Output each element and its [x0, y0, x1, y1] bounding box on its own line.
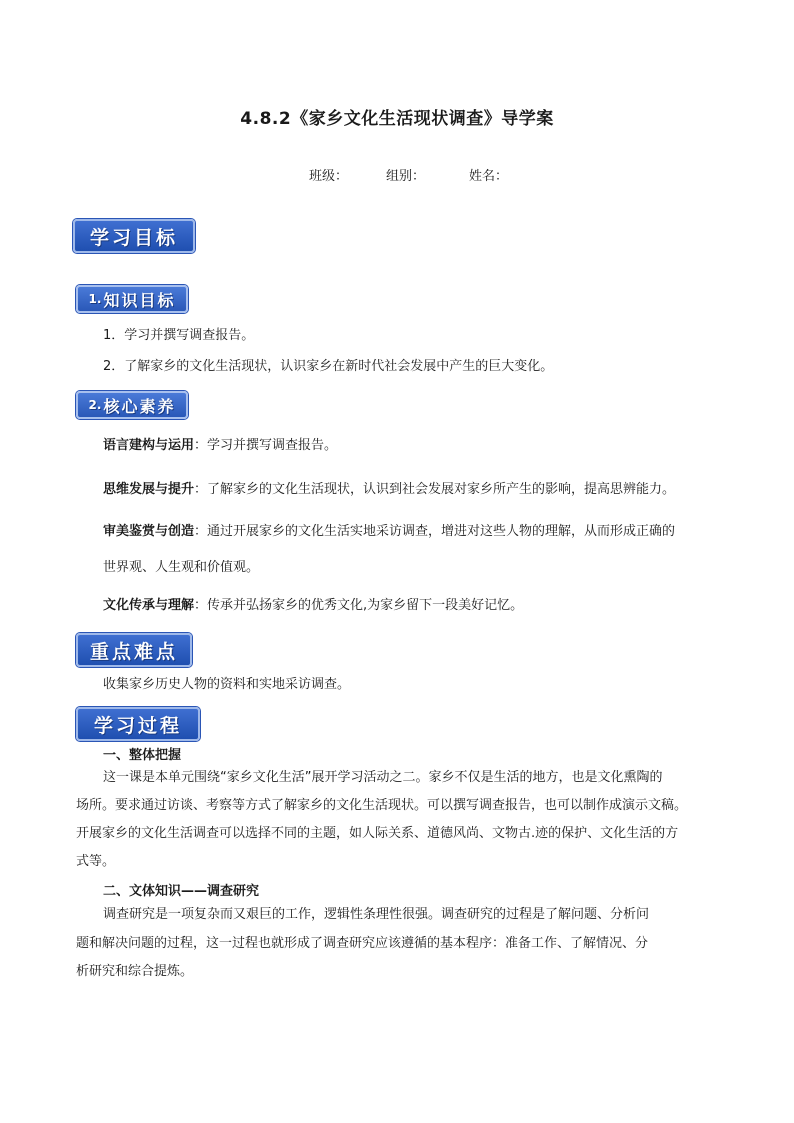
core-item-thinking-label: 思维发展与提升 — [103, 482, 195, 497]
knowledge-goal-banner — [76, 285, 188, 313]
key-points-banner-label: 重点难点 — [89, 640, 178, 663]
core-item-language-label: 语言建构与运用 — [103, 438, 195, 453]
core-literacy-banner — [76, 391, 188, 419]
knowledge-item-2: 2．了解家乡的文化生活现状，认识家乡在新时代社会发展中产生的巨大变化。 — [103, 359, 554, 374]
core-item-aesthetic-text: ：通过开展家乡的文化生活实地采访调查，增进对这些人物的理解，从而形成正确的 — [194, 524, 676, 539]
page-title: 4.8.2《家乡文化生活现状调查》导学案 — [240, 109, 554, 129]
knowledge-item-1: 1．学习并撰写调查报告。 — [103, 328, 255, 343]
part2-line-3: 析研究和综合提炼。 — [76, 964, 194, 979]
core-literacy-label: 核心素养 — [103, 396, 176, 416]
key-points-text: 收集家乡历史人物的资料和实地采访调查。 — [103, 677, 351, 692]
core-item-culture-text: ：传承并弘扬家乡的优秀文化,为家乡留下一段美好记忆。 — [194, 598, 524, 613]
core-item-thinking — [103, 480, 675, 500]
name-label: 姓名： — [469, 169, 509, 184]
part1-line-2: 场所。要求通过访谈、考察等方式了解家乡的文化生活现状。可以撰写调查报告，也可以制作成演示文稿。 — [76, 798, 688, 813]
core-item-aesthetic-label: 审美鉴赏与创造 — [103, 524, 195, 539]
core-literacy-number: 2. — [88, 398, 102, 412]
process-banner — [76, 707, 200, 741]
core-item-thinking-text: ：了解家乡的文化生活现状，认识到社会发展对家乡所产生的影响，提高思辨能力。 — [194, 482, 676, 497]
core-item-language — [103, 436, 337, 456]
objectives-banner — [73, 219, 195, 253]
objectives-banner-label: 学习目标 — [89, 226, 178, 249]
core-item-language-text: ：学习并撰写调查报告。 — [194, 438, 338, 453]
core-item-aesthetic-cont: 世界观、人生观和价值观。 — [103, 560, 260, 575]
part1-heading: 一、整体把握 — [103, 748, 182, 763]
group-label: 组别： — [386, 169, 426, 184]
part2-line-2: 题和解决问题的过程，这一过程也就形成了调查研究应该遵循的基本程序：准备工作、了解情况、分 — [76, 936, 649, 951]
core-item-culture-label: 文化传承与理解 — [103, 598, 195, 613]
core-item-culture — [103, 596, 523, 616]
class-label: 班级： — [309, 169, 349, 184]
part2-line-1: 调查研究是一项复杂而又艰巨的工作，逻辑性条理性很强。调查研究的过程是了解问题、分析问 — [103, 907, 650, 922]
part1-line-4: 式等。 — [76, 854, 116, 869]
part1-line-1: 这一课是本单元围绕“家乡文化生活”展开学习活动之二。家乡不仅是生活的地方，也是文化熏陶的 — [103, 770, 663, 785]
key-points-banner — [76, 633, 192, 667]
core-item-aesthetic — [103, 522, 675, 542]
process-banner-label: 学习过程 — [93, 714, 182, 737]
part2-heading: 二、文体知识——调查研究 — [103, 884, 260, 899]
knowledge-goal-label: 知识目标 — [103, 290, 176, 310]
part1-line-3: 开展家乡的文化生活调查可以选择不同的主题，如人际关系、道德风尚、文物古.迹的保护、文化生活的方 — [76, 826, 679, 841]
knowledge-goal-number: 1. — [88, 292, 102, 306]
